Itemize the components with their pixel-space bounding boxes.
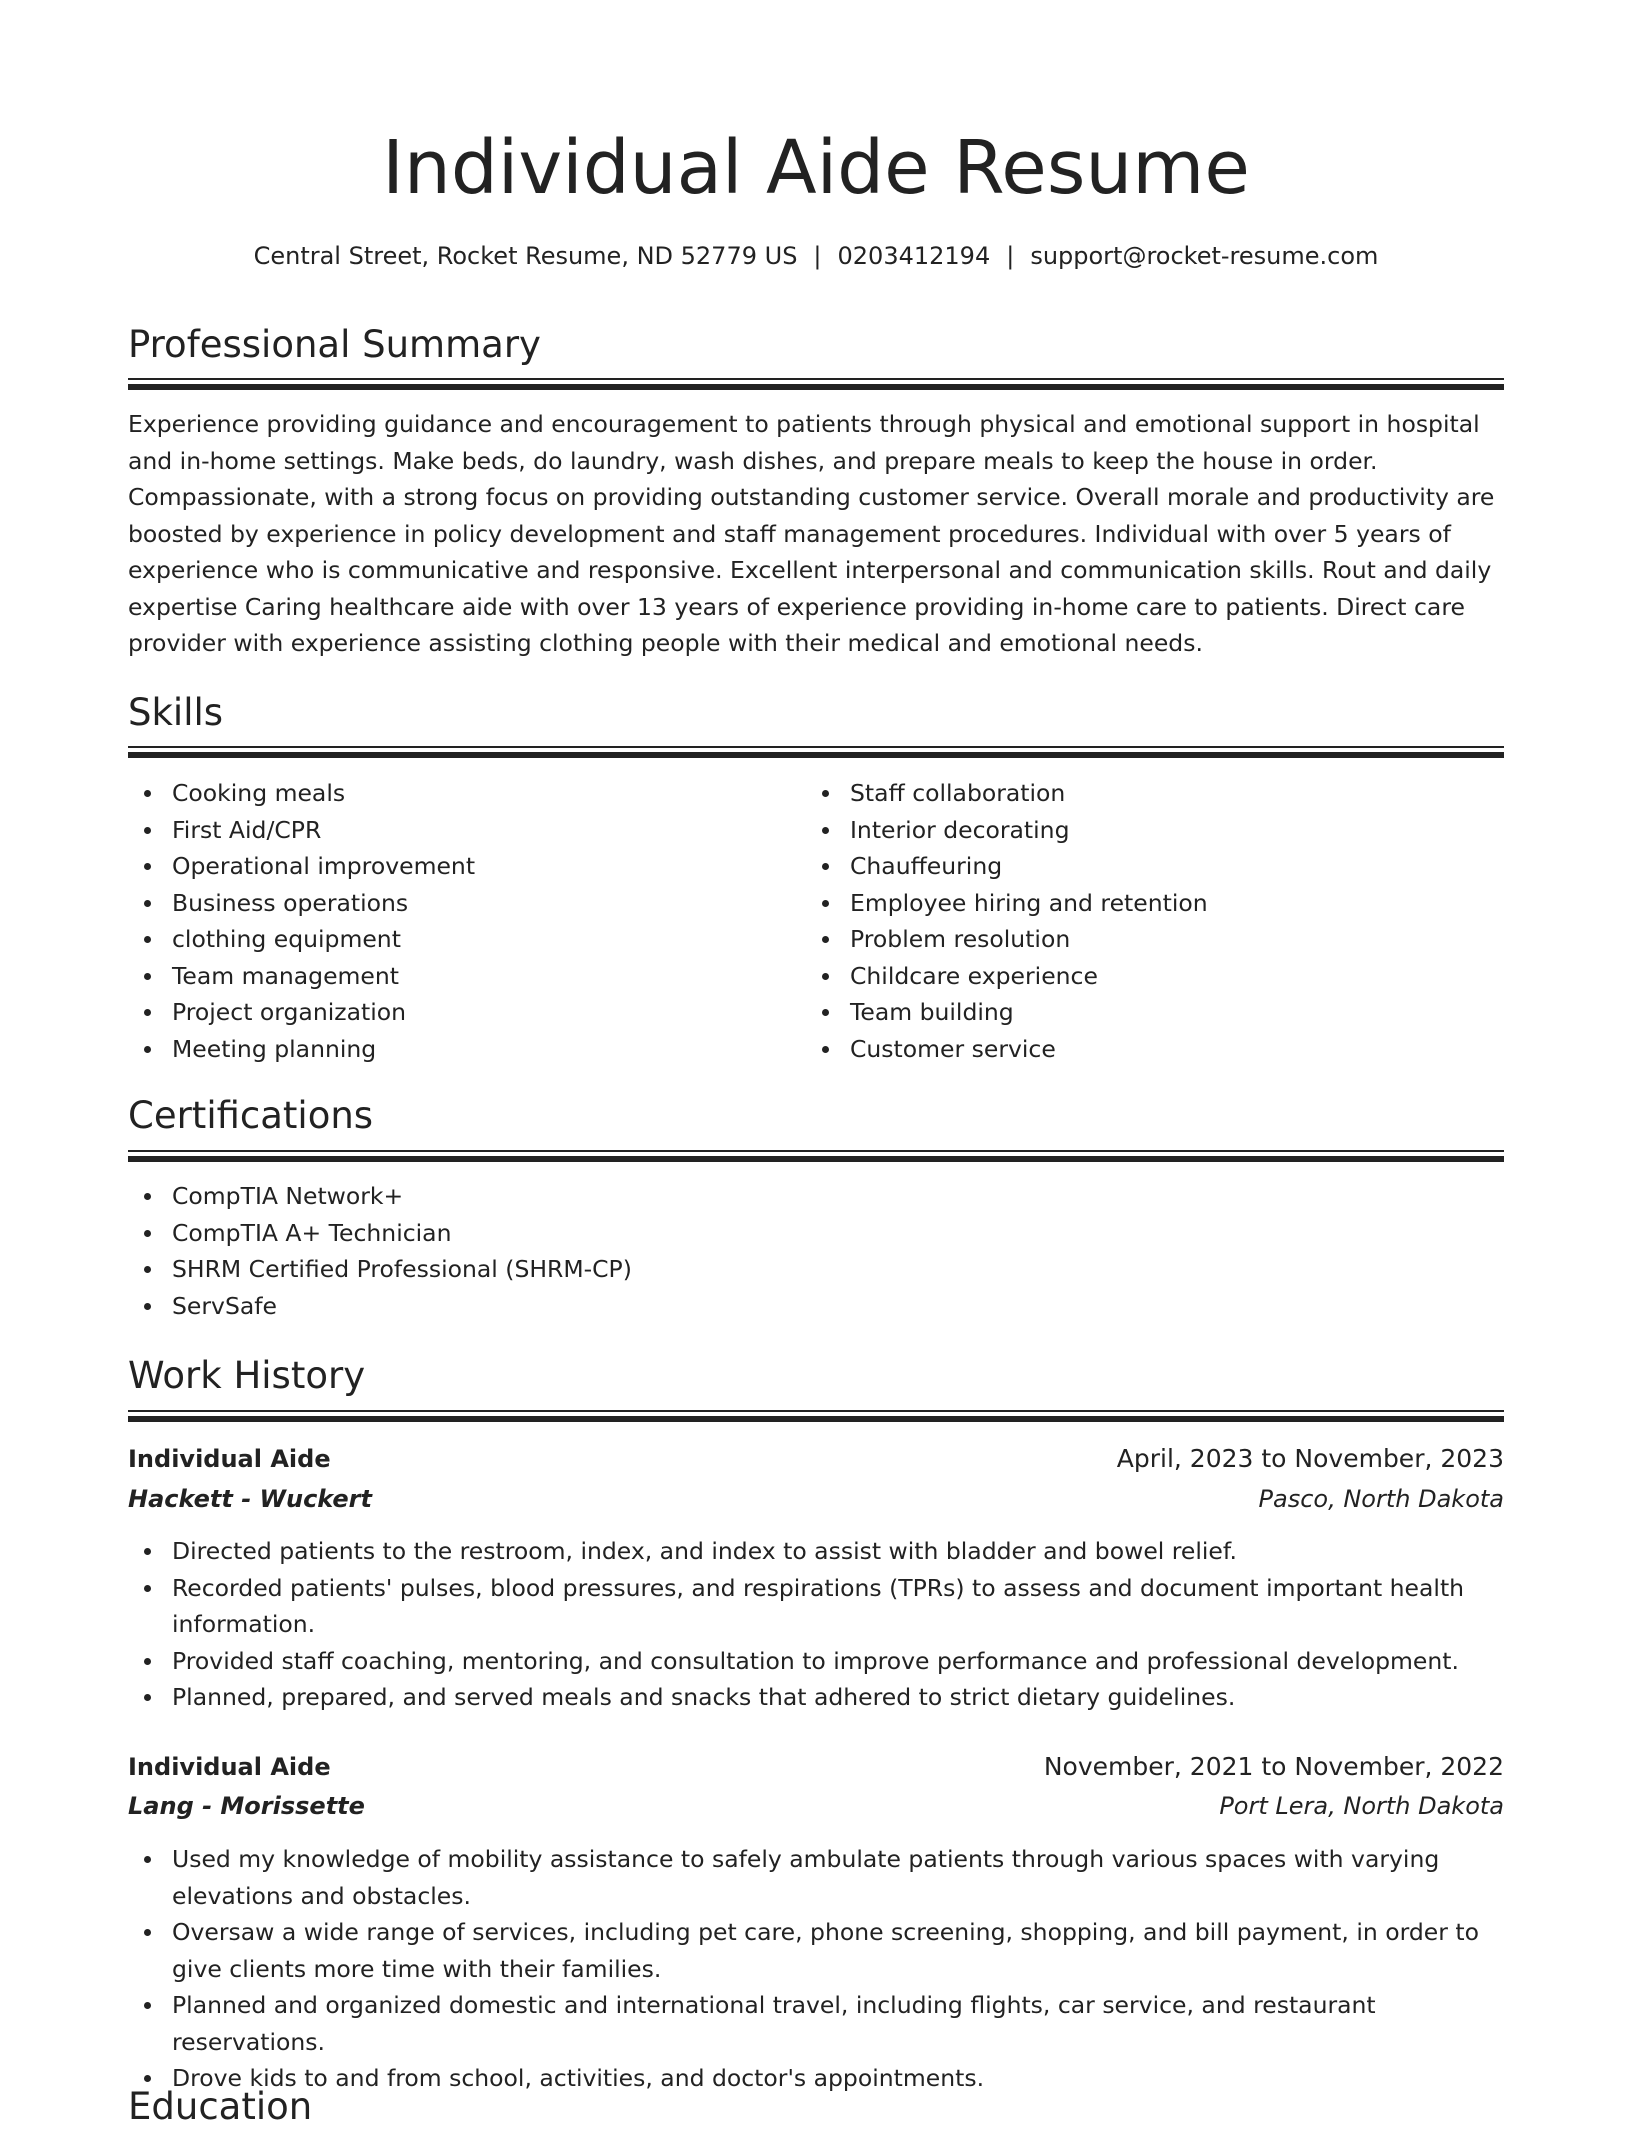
job-duties-list	[128, 1533, 1504, 1716]
job-duties-list	[128, 1841, 1504, 2097]
job-title: Individual Aide	[128, 1753, 331, 1781]
certifications-heading: Certifications	[128, 1094, 374, 1137]
skill-item: Project organization	[128, 994, 788, 1031]
section-divider	[128, 378, 1504, 390]
section-divider	[128, 746, 1504, 758]
skill-item: Customer service	[806, 1031, 1504, 1068]
certification-item: CompTIA A+ Technician	[128, 1215, 1504, 1252]
contact-address: Central Street, Rocket Resume, ND 52779 US	[253, 242, 798, 270]
contact-separator: |	[1006, 242, 1015, 270]
skill-item: Cooking meals	[128, 775, 788, 812]
job-duty-item: Oversaw a wide range of services, including pet care, phone screening, shopping, and bill payment, in order to give clients more time with their families.	[128, 1914, 1504, 1987]
job-duty-item: Planned, prepared, and served meals and snacks that adhered to strict dietary guidelines.	[128, 1679, 1504, 1716]
certification-item: CompTIA Network+	[128, 1178, 1504, 1215]
skill-item: Interior decorating	[806, 812, 1504, 849]
job-header	[128, 1439, 1504, 1479]
job-subheader	[128, 1786, 1504, 1826]
skill-item: Chauffeuring	[806, 848, 1504, 885]
certification-item: ServSafe	[128, 1288, 1504, 1325]
job-duty-item: Planned and organized domestic and international travel, including flights, car service, and restaurant reservations.	[128, 1987, 1504, 2060]
skill-item: Team building	[806, 994, 1504, 1031]
skill-item: Meeting planning	[128, 1031, 788, 1068]
skill-item: Childcare experience	[806, 958, 1504, 995]
section-divider	[128, 1150, 1504, 1162]
section-divider	[128, 1410, 1504, 1422]
job-dates: April, 2023 to November, 2023	[1116, 1444, 1504, 1473]
skill-item: Team management	[128, 958, 788, 995]
skills-list-left	[128, 775, 788, 1067]
job-title: Individual Aide	[128, 1445, 331, 1473]
job-location: Pasco, North Dakota	[1258, 1485, 1504, 1513]
job-duty-item: Used my knowledge of mobility assistance to safely ambulate patients through various spaces with varying elevations and obstacles.	[128, 1841, 1504, 1914]
contact-line	[128, 238, 1504, 274]
work-history-heading: Work History	[128, 1354, 366, 1397]
skills-heading: Skills	[128, 691, 224, 734]
job-company: Lang - Morissette	[128, 1792, 365, 1820]
skill-item: Problem resolution	[806, 921, 1504, 958]
skill-item: Employee hiring and retention	[806, 885, 1504, 922]
skills-list-right	[806, 775, 1504, 1067]
resume-title: Individual Aide Resume	[382, 125, 1250, 211]
certifications-list	[128, 1178, 1504, 1324]
skill-item: clothing equipment	[128, 921, 788, 958]
skill-item: Business operations	[128, 885, 788, 922]
job-header	[128, 1747, 1504, 1787]
skill-item: Operational improvement	[128, 848, 788, 885]
job-location: Port Lera, North Dakota	[1219, 1792, 1504, 1820]
certification-item: SHRM Certified Professional (SHRM-CP)	[128, 1251, 1504, 1288]
contact-separator: |	[813, 242, 822, 270]
skill-item: First Aid/CPR	[128, 812, 788, 849]
contact-email: support@rocket-resume.com	[1030, 242, 1379, 270]
summary-text: Experience providing guidance and encouragement to patients through physical and emotional support in hospital and in-home settings. Make beds, do laundry, wash dishes, and prepare meals to keep the house in order. Compassionate, with a strong focus on providing outstanding customer service. Overall morale and productivity are boosted by experience in policy development and staff management procedures. Individual with over 5 years of experience who is communicative and responsive. Excellent interpersonal and communication skills. Rout and daily expertise Caring healthcare aide with over 13 years of experience providing in-home care to patients. Direct care provider with experience assisting clothing people with their medical and emotional needs.	[128, 410, 1495, 657]
job-duty-item: Drove kids to and from school, activities, and doctor's appointments.	[128, 2060, 1504, 2097]
job-duty-item: Provided staff coaching, mentoring, and consultation to improve performance and professional development.	[128, 1643, 1504, 1680]
skill-item: Staff collaboration	[806, 775, 1504, 812]
job-company: Hackett - Wuckert	[128, 1485, 372, 1513]
job-subheader	[128, 1479, 1504, 1519]
job-duty-item: Directed patients to the restroom, index, and index to assist with bladder and bowel relief.	[128, 1533, 1504, 1570]
contact-phone: 0203412194	[837, 242, 991, 270]
education-heading: Education	[128, 2085, 313, 2128]
job-dates: November, 2021 to November, 2022	[1043, 1752, 1504, 1781]
summary-heading: Professional Summary	[128, 323, 541, 366]
job-duty-item: Recorded patients' pulses, blood pressures, and respirations (TPRs) to assess and document important health information.	[128, 1570, 1504, 1643]
